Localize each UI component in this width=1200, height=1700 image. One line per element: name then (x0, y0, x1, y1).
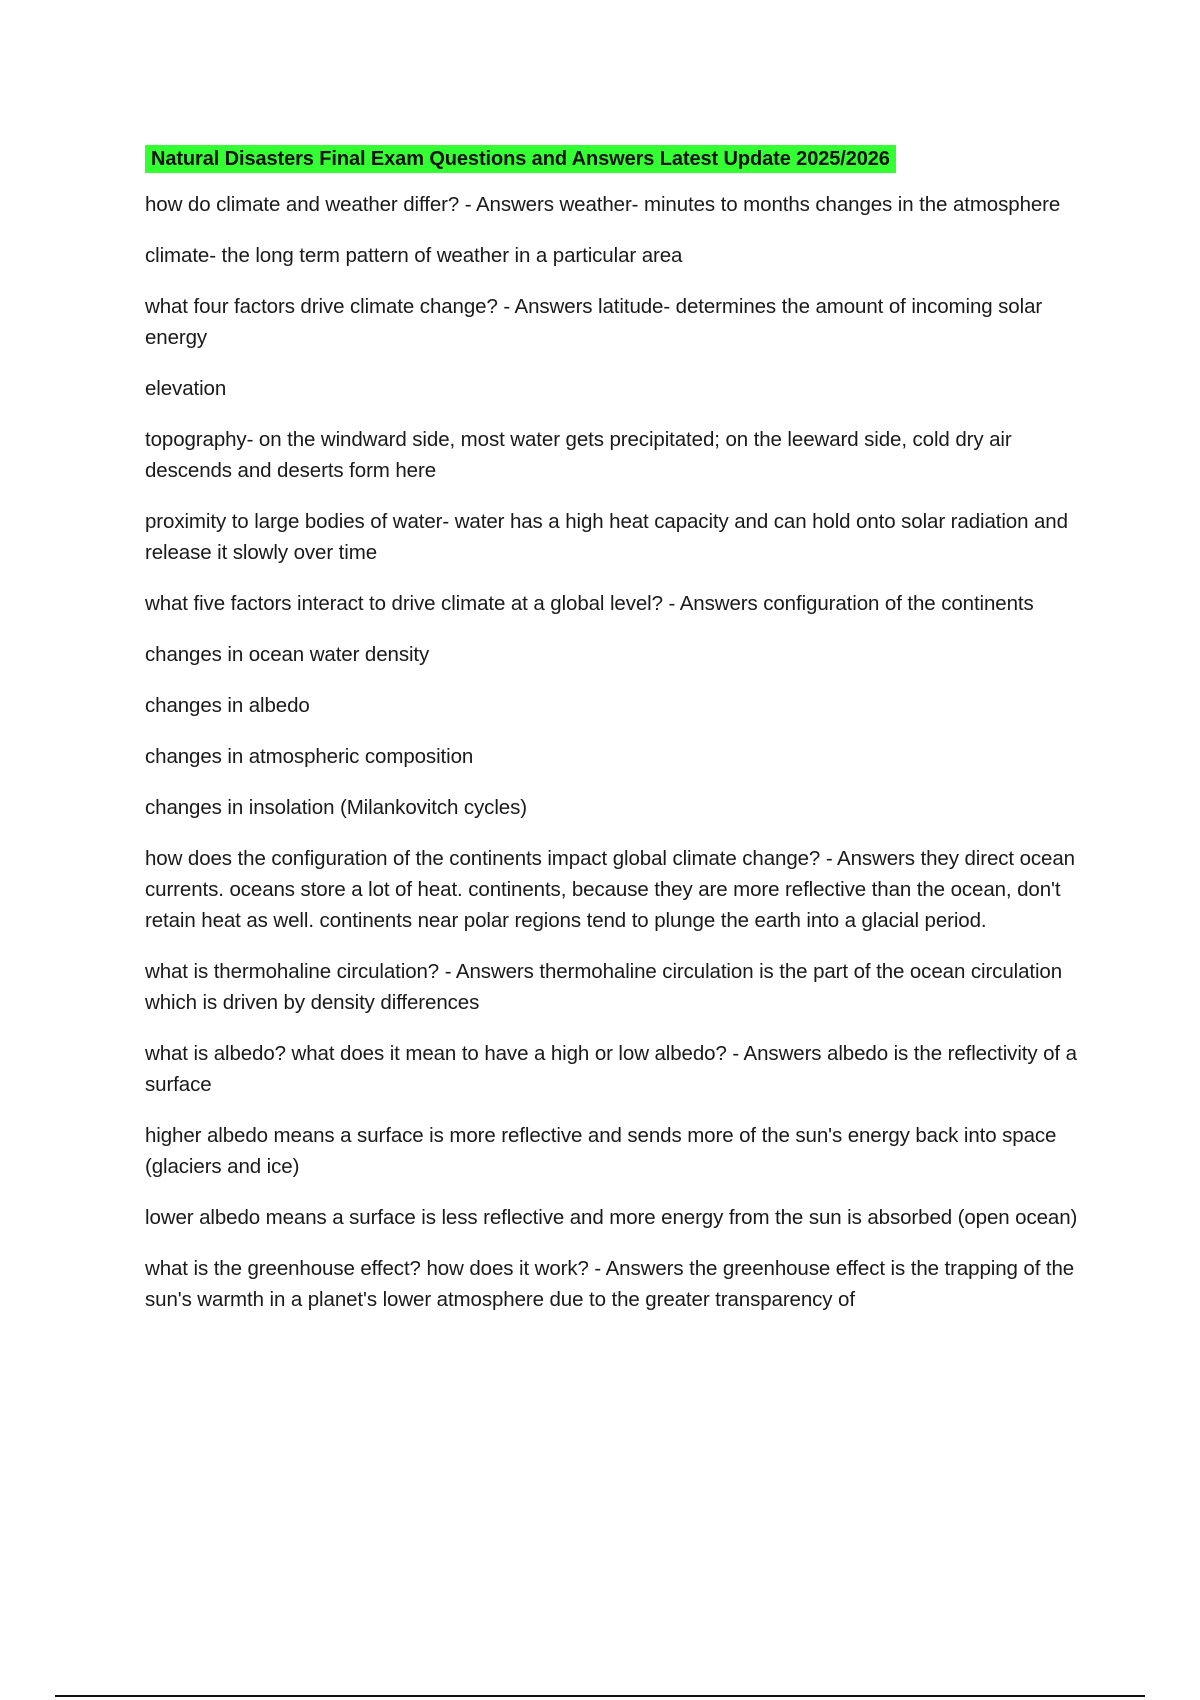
paragraph-elevation: elevation (145, 377, 227, 400)
paragraph-albedo-changes: changes in albedo (145, 694, 310, 717)
paragraph-lower-albedo: lower albedo means a surface is less reflective and more energy from the sun is absorbed (open ocean) (145, 1206, 1078, 1229)
paragraph-higher-albedo: higher albedo means a surface is more reflective and sends more of the sun's energy back into space (glaciers and ice) (145, 1124, 1057, 1178)
document-page (145, 145, 1085, 1335)
paragraph-greenhouse-question: what is the greenhouse effect? how does it work? - Answers the greenhouse effect is the trapping of the sun's warmth in a planet's lower atmosphere due to the greater transparency of (145, 1257, 1075, 1311)
paragraph-five-factors-question: what five factors interact to drive climate at a global level? - Answers configuration of the continents (145, 592, 1034, 615)
paragraph-continents-question: how does the configuration of the continents impact global climate change? - Answers they direct ocean currents. oceans store a lot of heat. continents, because they are more reflective than the ocean, don't retain heat as well. continents near polar regions tend to plunge the earth into a glacial period. (145, 847, 1075, 932)
paragraph-climate-weather-question: how do climate and weather differ? - Answers weather- minutes to months changes in the atmosphere (145, 193, 1061, 216)
document-title: Natural Disasters Final Exam Questions and Answers Latest Update 2025/2026 (145, 145, 896, 173)
paragraph-ocean-density: changes in ocean water density (145, 643, 430, 666)
paragraph-atmospheric-composition: changes in atmospheric composition (145, 745, 474, 768)
paragraph-topography: topography- on the windward side, most water gets precipitated; on the leeward side, cold dry air descends and deserts form here (145, 428, 1012, 482)
paragraph-climate-definition: climate- the long term pattern of weather in a particular area (145, 244, 683, 267)
paragraph-water-proximity: proximity to large bodies of water- water has a high heat capacity and can hold onto solar radiation and release it slowly over time (145, 510, 1068, 564)
footer-divider (55, 1695, 1145, 1697)
title-row (145, 145, 1085, 175)
paragraph-thermohaline-question: what is thermohaline circulation? - Answers thermohaline circulation is the part of the ocean circulation which is driven by density differences (145, 960, 1063, 1014)
paragraph-four-factors-question: what four factors drive climate change? - Answers latitude- determines the amount of incoming solar energy (145, 295, 1043, 349)
paragraph-albedo-question: what is albedo? what does it mean to have a high or low albedo? - Answers albedo is the reflectivity of a surface (145, 1042, 1077, 1096)
paragraph-insolation: changes in insolation (Milankovitch cycles) (145, 796, 527, 819)
